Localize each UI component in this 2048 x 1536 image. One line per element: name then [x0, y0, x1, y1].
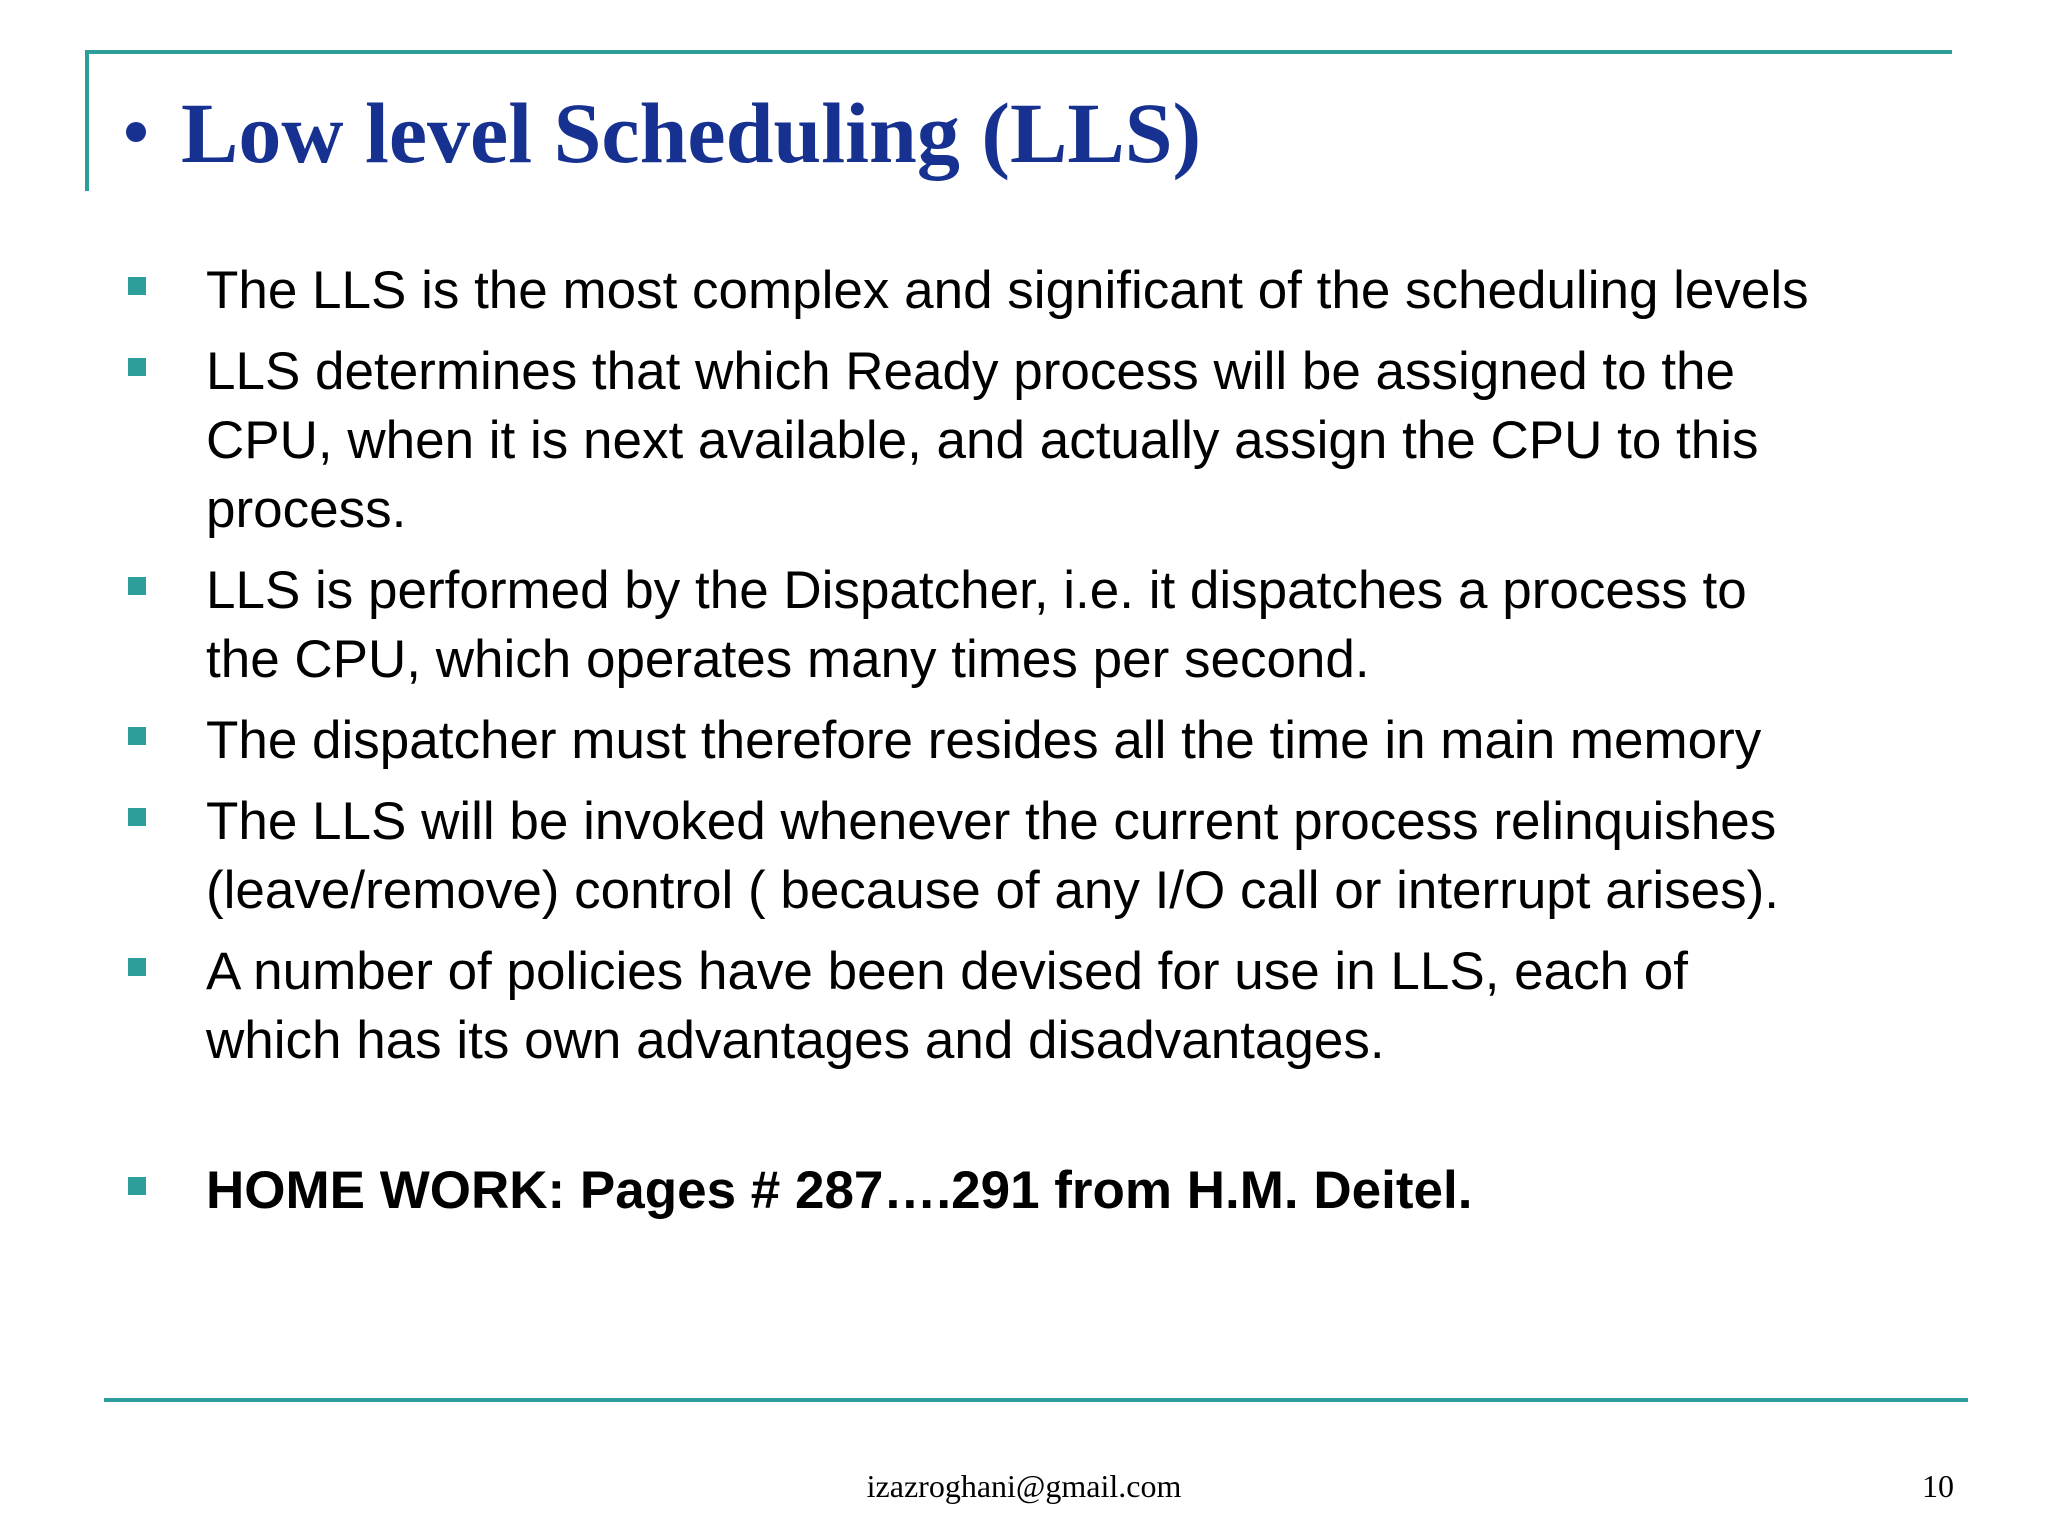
footer-email: izazroghani@gmail.com	[866, 1468, 1182, 1504]
bullet-item	[128, 937, 1958, 1075]
square-bullet-icon	[128, 277, 146, 295]
bullet-text: The LLS is the most complex and significant of the scheduling levels	[206, 261, 1809, 320]
bullet-text: LLS is performed by the Dispatcher, i.e. it dispatches a process to the CPU, which operates many times per second.	[206, 561, 1747, 689]
footer-divider-line	[104, 1398, 1968, 1402]
square-bullet-icon	[128, 808, 146, 826]
square-bullet-icon	[128, 727, 146, 745]
bullet-text: The dispatcher must therefore resides all the time in main memory	[206, 711, 1762, 770]
bullet-item	[128, 556, 1958, 694]
top-border-line	[85, 50, 1952, 54]
slide-title	[126, 84, 1201, 183]
bullet-item	[128, 256, 1958, 325]
bullet-text: The LLS will be invoked whenever the current process relinquishes (leave/remove) control ( because of any I/O call or interrupt arises).	[206, 792, 1779, 920]
bullet-item	[128, 787, 1958, 925]
bullet-text: A number of policies have been devised for use in LLS, each of which has its own advantages and disadvantages.	[206, 942, 1689, 1070]
bullet-item	[128, 706, 1958, 775]
bullet-item	[128, 337, 1958, 544]
left-border-line	[85, 50, 89, 191]
title-text: Low level Scheduling (LLS)	[181, 85, 1202, 181]
list-spacer	[128, 1087, 1958, 1156]
bullet-text: LLS determines that which Ready process will be assigned to the CPU, when it is next available, and actually assign the CPU to this process.	[206, 342, 1759, 539]
square-bullet-icon	[128, 358, 146, 376]
homework-item	[128, 1156, 1958, 1225]
square-bullet-icon	[128, 1177, 146, 1195]
title-bullet-icon	[126, 122, 146, 142]
bullet-list	[128, 256, 1958, 1237]
square-bullet-icon	[128, 958, 146, 976]
page-number: 10	[1922, 1468, 1954, 1504]
homework-text: HOME WORK: Pages # 287….291 from H.M. Deitel.	[206, 1161, 1473, 1220]
square-bullet-icon	[128, 577, 146, 595]
